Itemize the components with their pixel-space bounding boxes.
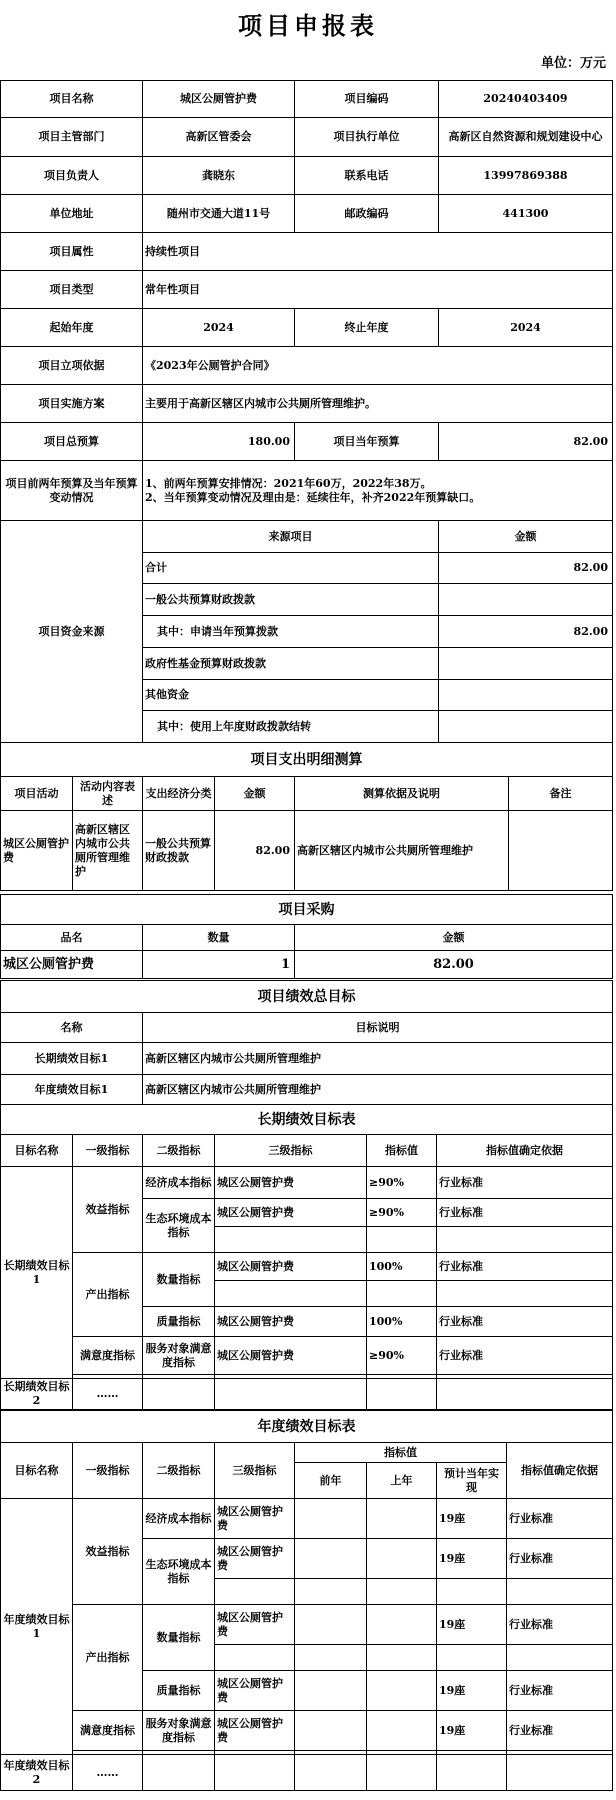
empty-cell [367, 1579, 437, 1605]
empty-cell [295, 1645, 367, 1671]
performance-target-name: 长期绩效目标1 [1, 1043, 143, 1075]
funding-header-amount: 金额 [439, 521, 613, 553]
annual-table [0, 1410, 613, 1791]
level2-indicator: 经济成本指标 [143, 1167, 215, 1199]
indicator-basis: 行业标准 [437, 1307, 613, 1337]
performance-target-desc: 高新区辖区内城市公共厕所管理维护 [143, 1043, 613, 1075]
empty-cell [143, 1379, 215, 1410]
indicator-basis: 行业标准 [507, 1605, 613, 1645]
purchase-table [0, 894, 613, 979]
indicator-basis: 行业标准 [437, 1199, 613, 1227]
cell-label: 终止年度 [295, 309, 439, 347]
funding-table [0, 520, 613, 743]
budget-change-line-2: 2、当年预算变动情况及理由是：延续往年，补齐2022年预算缺口。 [145, 490, 481, 504]
project-code: 20240403409 [439, 81, 613, 118]
annual-subheader: 上年 [367, 1463, 437, 1499]
level3-indicator: 城区公厕管护费 [215, 1199, 367, 1227]
expense-content: 高新区辖区内城市公共厕所管理维护 [73, 811, 143, 891]
expense-classification: 一般公共预算财政拨款 [143, 811, 215, 891]
ellipsis: …… [73, 1379, 143, 1410]
funding-row-name: 其他资金 [143, 680, 439, 711]
expense-header: 项目活动 [1, 777, 73, 811]
empty-cell [367, 1605, 437, 1645]
phone-number: 13997869388 [439, 157, 613, 195]
level1-indicator: 满意度指标 [73, 1711, 143, 1751]
level3-indicator: 城区公厕管护费 [215, 1539, 295, 1579]
level3-indicator: 城区公厕管护费 [215, 1711, 295, 1751]
funding-row-name: 政府性基金预算财政拨款 [143, 648, 439, 680]
empty-cell [437, 1227, 613, 1253]
performance-header: 目标说明 [143, 1013, 613, 1043]
empty-cell [507, 1579, 613, 1605]
indicator-value: 19座 [437, 1671, 507, 1711]
level2-indicator: 服务对象满意度指标 [143, 1337, 215, 1375]
indicator-basis: 行业标准 [507, 1671, 613, 1711]
performance-target-name: 年度绩效目标1 [1, 1075, 143, 1105]
expense-amount: 82.00 [215, 811, 295, 891]
funding-row-amount: 82.00 [439, 616, 613, 648]
expense-header: 支出经济分类 [143, 777, 215, 811]
cell-label: 项目前两年预算及当年预算变动情况 [1, 461, 143, 521]
empty-cell [215, 1645, 295, 1671]
longterm-section-title: 长期绩效目标表 [1, 1105, 613, 1135]
empty-cell [437, 1645, 507, 1671]
indicator-value: 19座 [437, 1499, 507, 1539]
empty-cell [295, 1755, 367, 1791]
level2-indicator: 数量指标 [143, 1605, 215, 1671]
level2-indicator: 生态环境成本指标 [143, 1199, 215, 1253]
postal-code: 441300 [439, 195, 613, 233]
empty-cell [367, 1671, 437, 1711]
level3-indicator: 城区公厕管护费 [215, 1307, 367, 1337]
annual-header: 二级指标 [143, 1443, 215, 1499]
page-title: 项目申报表 [238, 11, 378, 40]
level2-indicator: 质量指标 [143, 1307, 215, 1337]
supervising-dept: 高新区管委会 [143, 118, 295, 157]
annual-target-name: 年度绩效目标2 [1, 1755, 73, 1791]
indicator-basis: 行业标准 [507, 1539, 613, 1579]
purchase-header: 金额 [295, 925, 613, 951]
budget-change-description [143, 461, 613, 521]
level1-indicator: 效益指标 [73, 1499, 143, 1605]
indicator-value: ≥90% [367, 1199, 437, 1227]
longterm-header: 目标名称 [1, 1135, 73, 1167]
start-year: 2024 [143, 309, 295, 347]
level3-indicator: 城区公厕管护费 [215, 1337, 367, 1375]
indicator-basis: 行业标准 [437, 1167, 613, 1199]
funding-row-name: 一般公共预算财政拨款 [143, 584, 439, 616]
cell-label: 联系电话 [295, 157, 439, 195]
implementation-plan: 主要用于高新区辖区内城市公共厕所管理维护。 [143, 385, 613, 423]
funding-row-amount [439, 584, 613, 616]
expense-header: 测算依据及说明 [295, 777, 509, 811]
purchase-quantity: 1 [143, 951, 295, 979]
end-year: 2024 [439, 309, 613, 347]
indicator-basis: 行业标准 [507, 1711, 613, 1751]
indicator-basis: 行业标准 [507, 1499, 613, 1539]
unit-label: 单位：万元 [540, 56, 606, 71]
longterm-header: 二级指标 [143, 1135, 215, 1167]
budget-change-line-1: 1、前两年预算安排情况：2021年60万，2022年38万。 [145, 476, 432, 490]
empty-cell [367, 1227, 437, 1253]
empty-cell [437, 1281, 613, 1307]
cell-label: 起始年度 [1, 309, 143, 347]
cell-label: 项目当年预算 [295, 423, 439, 461]
performance-table [0, 980, 613, 1105]
expense-section-title: 项目支出明细测算 [1, 743, 613, 777]
longterm-target-name: 长期绩效目标2 [1, 1379, 73, 1410]
indicator-basis: 行业标准 [437, 1253, 613, 1281]
expense-basis: 高新区辖区内城市公共厕所管理维护 [295, 811, 509, 891]
cell-label: 项目主管部门 [1, 118, 143, 157]
annual-subheader: 预计当年实现 [437, 1463, 507, 1499]
performance-header: 名称 [1, 1013, 143, 1043]
funding-row-amount [439, 680, 613, 711]
empty-cell [215, 1755, 295, 1791]
empty-cell [295, 1711, 367, 1751]
empty-cell [367, 1281, 437, 1307]
annual-target-name: 年度绩效目标1 [1, 1499, 73, 1755]
level2-indicator: 生态环境成本指标 [143, 1539, 215, 1605]
longterm-header: 三级指标 [215, 1135, 367, 1167]
level3-indicator: 城区公厕管护费 [215, 1167, 367, 1199]
empty-cell [367, 1499, 437, 1539]
cell-label: 项目负责人 [1, 157, 143, 195]
expense-header: 备注 [509, 777, 613, 811]
indicator-value: 19座 [437, 1539, 507, 1579]
empty-cell [367, 1539, 437, 1579]
level1-indicator: 满意度指标 [73, 1337, 143, 1375]
funding-row-amount: 82.00 [439, 553, 613, 584]
expense-header: 金额 [215, 777, 295, 811]
empty-cell [215, 1579, 295, 1605]
cell-label: 项目实施方案 [1, 385, 143, 423]
level2-indicator: 质量指标 [143, 1671, 215, 1711]
cell-label: 项目属性 [1, 233, 143, 271]
project-type: 常年性项目 [143, 271, 613, 309]
total-budget: 180.00 [143, 423, 295, 461]
expense-header: 活动内容表述 [73, 777, 143, 811]
annual-header: 一级指标 [73, 1443, 143, 1499]
empty-cell [295, 1539, 367, 1579]
cell-label: 项目类型 [1, 271, 143, 309]
basic-info-table [0, 80, 613, 521]
empty-cell [215, 1281, 367, 1307]
level1-indicator: 产出指标 [73, 1605, 143, 1711]
level3-indicator: 城区公厕管护费 [215, 1605, 295, 1645]
empty-cell [437, 1579, 507, 1605]
expense-activity: 城区公厕管护费 [1, 811, 73, 891]
indicator-value: ≥90% [367, 1337, 437, 1375]
empty-cell [437, 1755, 507, 1791]
level1-indicator: 效益指标 [73, 1167, 143, 1253]
empty-cell [295, 1605, 367, 1645]
project-leader: 龚晓东 [143, 157, 295, 195]
empty-cell [295, 1579, 367, 1605]
empty-cell [367, 1645, 437, 1671]
funding-row-name: 其中：使用上年度财政拨款结转 [143, 711, 439, 743]
project-basis: 《2023年公厕管护合同》 [143, 347, 613, 385]
empty-cell [143, 1755, 215, 1791]
empty-cell [215, 1227, 367, 1253]
annual-header: 指标值 [295, 1443, 507, 1463]
purchase-header: 品名 [1, 925, 143, 951]
longterm-header: 一级指标 [73, 1135, 143, 1167]
empty-cell [367, 1711, 437, 1751]
level1-indicator: 产出指标 [73, 1253, 143, 1337]
empty-cell [367, 1379, 437, 1410]
annual-subheader: 前年 [295, 1463, 367, 1499]
expense-remark [509, 811, 613, 891]
longterm-header: 指标值确定依据 [437, 1135, 613, 1167]
annual-section-title: 年度绩效目标表 [1, 1411, 613, 1443]
cell-label: 邮政编码 [295, 195, 439, 233]
funding-label: 项目资金来源 [1, 521, 143, 743]
indicator-value: 100% [367, 1253, 437, 1281]
longterm-target-name: 长期绩效目标1 [1, 1167, 73, 1379]
cell-label: 单位地址 [1, 195, 143, 233]
level2-indicator: 经济成本指标 [143, 1499, 215, 1539]
empty-cell [215, 1379, 367, 1410]
longterm-table [0, 1104, 613, 1410]
project-attribute: 持续性项目 [143, 233, 613, 271]
purchase-item-name: 城区公厕管护费 [1, 951, 143, 979]
indicator-value: 19座 [437, 1711, 507, 1751]
unit-address: 随州市交通大道11号 [143, 195, 295, 233]
annual-header: 目标名称 [1, 1443, 73, 1499]
indicator-value: 100% [367, 1307, 437, 1337]
empty-cell [367, 1755, 437, 1791]
empty-cell [507, 1755, 613, 1791]
funding-row-name: 其中：申请当年预算拨款 [143, 616, 439, 648]
cell-label: 项目名称 [1, 81, 143, 118]
cell-label: 项目编码 [295, 81, 439, 118]
funding-row-amount [439, 648, 613, 680]
cell-label: 项目执行单位 [295, 118, 439, 157]
purchase-header: 数量 [143, 925, 295, 951]
funding-row-amount [439, 711, 613, 743]
funding-header-source: 来源项目 [143, 521, 439, 553]
ellipsis: …… [73, 1755, 143, 1791]
current-year-budget: 82.00 [439, 423, 613, 461]
indicator-value: 19座 [437, 1605, 507, 1645]
level2-indicator: 服务对象满意度指标 [143, 1711, 215, 1751]
funding-row-name: 合计 [143, 553, 439, 584]
indicator-value: ≥90% [367, 1167, 437, 1199]
level3-indicator: 城区公厕管护费 [215, 1499, 295, 1539]
cell-label: 项目立项依据 [1, 347, 143, 385]
empty-cell [507, 1645, 613, 1671]
indicator-basis: 行业标准 [437, 1337, 613, 1375]
purchase-section-title: 项目采购 [1, 895, 613, 925]
annual-header: 指标值确定依据 [507, 1443, 613, 1499]
purchase-amount: 82.00 [295, 951, 613, 979]
cell-label: 项目总预算 [1, 423, 143, 461]
empty-cell [295, 1671, 367, 1711]
expense-table [0, 742, 613, 891]
project-name: 城区公厕管护费 [143, 81, 295, 118]
longterm-header: 指标值 [367, 1135, 437, 1167]
annual-header: 三级指标 [215, 1443, 295, 1499]
level3-indicator: 城区公厕管护费 [215, 1671, 295, 1711]
empty-cell [295, 1499, 367, 1539]
executing-unit: 高新区自然资源和规划建设中心 [439, 118, 613, 157]
empty-cell [437, 1379, 613, 1410]
level3-indicator: 城区公厕管护费 [215, 1253, 367, 1281]
level2-indicator: 数量指标 [143, 1253, 215, 1307]
performance-section-title: 项目绩效总目标 [1, 981, 613, 1013]
performance-target-desc: 高新区辖区内城市公共厕所管理维护 [143, 1075, 613, 1105]
